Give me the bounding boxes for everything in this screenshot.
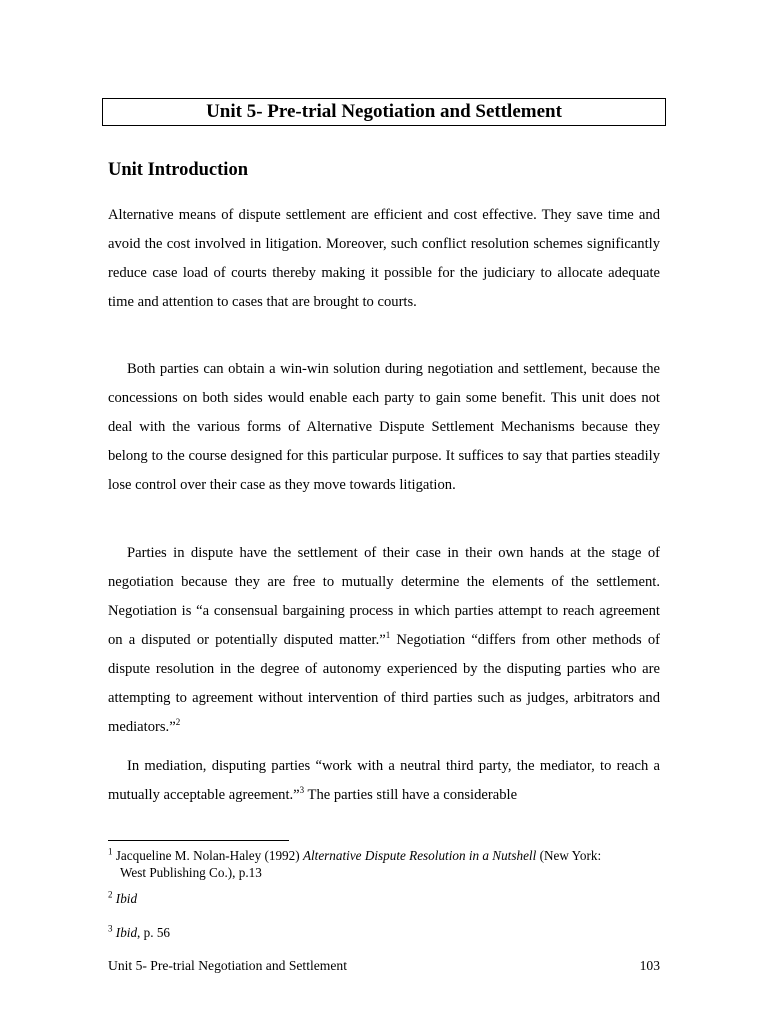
footnote-1-author: Jacqueline M. Nolan-Haley (1992)	[112, 848, 303, 863]
page-title-box	[102, 98, 666, 126]
footnote-1-publisher: (New York:	[536, 848, 602, 863]
footnote-1-continuation: West Publishing Co.), p.13	[120, 865, 262, 880]
footnote-separator	[108, 840, 289, 841]
paragraph-4-part-b: The parties still have a considerable	[304, 787, 518, 803]
section-heading: Unit Introduction	[108, 160, 248, 180]
footnote-1-title: Alternative Dispute Resolution in a Nutshell	[302, 848, 537, 863]
footnote-1	[108, 847, 660, 881]
footnote-ref-2[interactable]: 2	[175, 717, 181, 728]
footnote-ref-1[interactable]: 1	[385, 630, 391, 641]
footnote-1-number: 1	[108, 846, 113, 857]
footnote-2-number: 2	[108, 889, 113, 900]
paragraph-1: Alternative means of dispute settlement are efficient and cost effective. They save time and avoid the cost involved in litigation. Moreover, such conflict resolution schemes significantly reduce case load of courts thereby making it possible for the judiciary to allocate adequate time and attention to cases that are brought to courts.	[108, 207, 660, 310]
footnote-ref-3[interactable]: 3	[299, 785, 305, 796]
paragraph-4-part-a: In mediation, disputing parties “work with a neutral third party, the mediator, to reach a mutually acceptable agreement.”	[108, 758, 660, 803]
page-footer	[108, 958, 660, 974]
paragraph-2: Both parties can obtain a win-win solution during negotiation and settlement, because the concessions on both sides would enable each party to gain some benefit. This unit does not deal with the various forms of Alternative Dispute Settlement Mechanisms because they belong to the course designed for this particular purpose. It suffices to say that parties steadily lose control over their case as they move towards litigation.	[108, 361, 660, 493]
footnote-3	[108, 924, 660, 941]
page-number: 103	[639, 958, 660, 973]
paragraph-4	[108, 752, 660, 810]
footnote-3-number: 3	[108, 923, 113, 934]
paragraph-3-part-b: Negotiation “differs from other methods of dispute resolution in the degree of autonomy experienced by the disputing parties who are attempting to agreement without intervention of third parties such as judges, arbitrators and mediators.”	[108, 632, 660, 735]
footnote-3-page: , p. 56	[137, 925, 171, 940]
paragraph-3-part-a: Parties in dispute have the settlement of their case in their own hands at the stage of negotiation because they are free to mutually determine the elements of the settlement. Negotiation is “a consensual bargaining process in which parties attempt to reach agreement on a disputed or potentially disputed matter.”	[108, 545, 660, 648]
page-title: Unit 5- Pre-trial Negotiation and Settlement	[206, 101, 562, 122]
footnote-2	[108, 890, 660, 907]
paragraph-3	[108, 539, 660, 742]
footnote-2-text: Ibid	[115, 891, 138, 906]
footnote-3-ibid: Ibid	[115, 925, 138, 940]
footer-running-title: Unit 5- Pre-trial Negotiation and Settlement	[108, 958, 347, 973]
